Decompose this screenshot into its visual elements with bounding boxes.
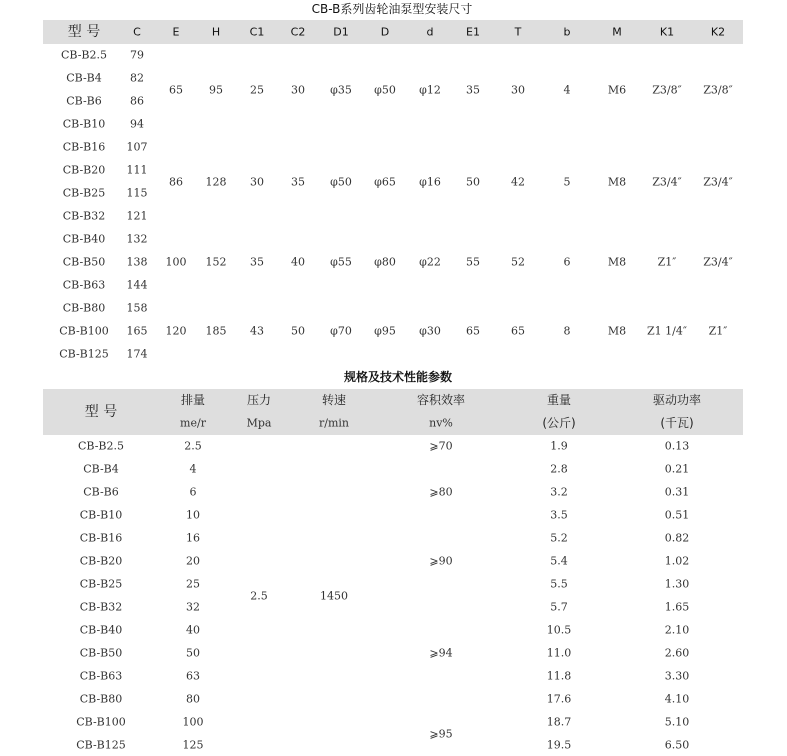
table1-header-2: E — [172, 25, 180, 39]
table1-model-cell: CB-B100 — [59, 324, 109, 338]
table1-group-E-cell: 65 — [169, 83, 183, 97]
table2-weight-cell: 18.7 — [546, 715, 572, 729]
table1-group-T-cell: 30 — [511, 83, 525, 97]
table2-displacement-cell: 6 — [189, 485, 197, 499]
table1-model-cell: CB-B50 — [62, 255, 106, 269]
table1-c-cell: 121 — [126, 209, 148, 223]
table2-displacement-cell: 16 — [186, 531, 200, 545]
table2-title: 规格及技术性能参数 — [343, 370, 453, 384]
table1-group-d-cell: φ30 — [419, 324, 441, 338]
table1-model-cell: CB-B4 — [66, 71, 102, 85]
table1-header-8: d — [426, 25, 434, 39]
table1-c-cell: 111 — [126, 163, 148, 177]
table2-header-3: 容积效率 — [416, 393, 466, 407]
table2-efficiency-cell: ⩾94 — [429, 646, 453, 660]
table1-group-M-cell: M8 — [607, 324, 627, 338]
table1-group-H-cell: 128 — [205, 175, 227, 189]
table1-c-cell: 94 — [130, 117, 144, 131]
table2-displacement-cell: 2.5 — [184, 439, 202, 453]
table2-displacement-cell: 32 — [186, 600, 200, 614]
table1-group-D1-cell: φ35 — [330, 83, 352, 97]
table1-c-cell: 82 — [130, 71, 144, 85]
table1-model-cell: CB-B32 — [62, 209, 106, 223]
table1-header-3: H — [211, 25, 221, 39]
table1-group-D1-cell: φ70 — [330, 324, 352, 338]
table1-group-T-cell: 42 — [511, 175, 525, 189]
table1-c-cell: 115 — [126, 186, 148, 200]
table2-displacement-cell: 100 — [182, 715, 204, 729]
table2-weight-cell: 19.5 — [546, 738, 572, 752]
table1-header-0: 型 号 — [67, 24, 101, 40]
table1-group-K2-cell: Z3/4″ — [703, 175, 733, 189]
table1-c-cell: 158 — [126, 301, 148, 315]
table2-efficiency-cell: ⩾80 — [429, 485, 453, 499]
table2-model-cell: CB-B40 — [79, 623, 123, 637]
table1-group-M-cell: M8 — [607, 255, 627, 269]
table1-group-E1-cell: 65 — [466, 324, 480, 338]
table2-unit-3: nv% — [429, 416, 453, 430]
table1-group-d-cell: φ22 — [419, 255, 441, 269]
table2-power-cell: 3.30 — [664, 669, 690, 683]
table2-power-cell: 0.31 — [664, 485, 690, 499]
table2-pressure-cell: 2.5 — [250, 589, 268, 603]
table1-group-C2-cell: 40 — [291, 255, 305, 269]
table1-header-14: K2 — [710, 25, 726, 39]
table1-c-cell: 132 — [126, 232, 148, 246]
table2-efficiency-cell: ⩾95 — [429, 727, 453, 741]
table1-model-cell: CB-B125 — [59, 347, 109, 361]
table1-model-cell: CB-B16 — [62, 140, 106, 154]
table2-displacement-cell: 63 — [186, 669, 200, 683]
table1-group-D-cell: φ95 — [374, 324, 396, 338]
table1-group-K1-cell: Z3/4″ — [652, 175, 682, 189]
table2-model-cell: CB-B4 — [83, 462, 119, 476]
table2-model-cell: CB-B63 — [79, 669, 123, 683]
table1-group-D-cell: φ80 — [374, 255, 396, 269]
table1-group-b-cell: 6 — [563, 255, 571, 269]
table1-model-cell: CB-B63 — [62, 278, 106, 292]
table1-group-K1-cell: Z3/8″ — [652, 83, 682, 97]
table2-model-cell: CB-B20 — [79, 554, 123, 568]
table1-header-7: D — [380, 25, 390, 39]
table2-weight-cell: 1.9 — [550, 439, 568, 453]
table2-header-2: 转速 — [321, 393, 347, 407]
table2-unit-1: Mpa — [246, 416, 272, 430]
table1-header-4: C1 — [249, 25, 265, 39]
table1-model-cell: CB-B20 — [62, 163, 106, 177]
table2-model-cell: CB-B100 — [76, 715, 126, 729]
table1-group-C1-cell: 30 — [250, 175, 264, 189]
table2-power-cell: 2.60 — [664, 646, 690, 660]
table2-model-cell: CB-B16 — [79, 531, 123, 545]
table2-model-cell: CB-B6 — [83, 485, 119, 499]
table2-power-cell: 0.21 — [664, 462, 690, 476]
table1-header-bar — [43, 20, 743, 44]
table2-power-cell: 0.13 — [664, 439, 690, 453]
table2-weight-cell: 17.6 — [546, 692, 572, 706]
table2-displacement-cell: 20 — [186, 554, 200, 568]
table1-model-cell: CB-B25 — [62, 186, 106, 200]
table1-model-cell: CB-B80 — [62, 301, 106, 315]
table2-power-cell: 1.02 — [664, 554, 690, 568]
table1-header-11: b — [563, 25, 571, 39]
table2-weight-cell: 3.5 — [550, 508, 568, 522]
table1-group-C1-cell: 25 — [250, 83, 264, 97]
table2-model-cell: CB-B80 — [79, 692, 123, 706]
table1-header-12: M — [612, 25, 622, 39]
table2-header-0: 排量 — [180, 393, 206, 407]
table1-group-C1-cell: 43 — [250, 324, 264, 338]
table1-group-E-cell: 120 — [165, 324, 187, 338]
table1-group-K1-cell: Z1 1/4″ — [647, 324, 687, 338]
table1-group-b-cell: 4 — [563, 83, 571, 97]
table2-power-cell: 0.51 — [664, 508, 690, 522]
table1-model-cell: CB-B40 — [62, 232, 106, 246]
table2-model-cell: CB-B25 — [79, 577, 123, 591]
table1-group-C2-cell: 50 — [291, 324, 305, 338]
table1-group-H-cell: 95 — [209, 83, 223, 97]
table2-power-cell: 0.82 — [664, 531, 690, 545]
table2-unit-0: me/r — [180, 416, 206, 430]
table2-header-bar — [43, 389, 743, 435]
table2-model-cell: CB-B50 — [79, 646, 123, 660]
table1-group-E1-cell: 35 — [466, 83, 480, 97]
table1-group-d-cell: φ16 — [419, 175, 441, 189]
table1-c-cell: 165 — [126, 324, 148, 338]
table2-power-cell: 1.30 — [664, 577, 690, 591]
table2-unit-5: (千瓦) — [660, 416, 694, 430]
table2-efficiency-cell: ⩾70 — [429, 439, 453, 453]
table2-weight-cell: 2.8 — [550, 462, 568, 476]
table1-c-cell: 138 — [126, 255, 148, 269]
table2-header-1: 压力 — [246, 393, 272, 407]
table2-model-cell: CB-B32 — [79, 600, 123, 614]
table2-model-cell: CB-B10 — [79, 508, 123, 522]
table2-weight-cell: 5.7 — [550, 600, 568, 614]
table1-header-6: D1 — [333, 25, 349, 39]
table1-group-d-cell: φ12 — [419, 83, 441, 97]
table1-model-cell: CB-B6 — [66, 94, 102, 108]
table2-header-4: 重量 — [546, 393, 572, 407]
table2-unit-4: (公斤) — [542, 416, 576, 430]
table1-group-C2-cell: 35 — [291, 175, 305, 189]
table2-header-model: 型 号 — [84, 404, 118, 420]
table1-group-D-cell: φ65 — [374, 175, 396, 189]
table2-displacement-cell: 4 — [189, 462, 197, 476]
table2-power-cell: 2.10 — [664, 623, 690, 637]
table1-model-cell: CB-B10 — [62, 117, 106, 131]
table1-group-T-cell: 65 — [511, 324, 525, 338]
table2-unit-2: r/min — [319, 416, 349, 430]
table2-weight-cell: 5.4 — [550, 554, 568, 568]
table1-group-M-cell: M6 — [607, 83, 627, 97]
table2-model-cell: CB-B125 — [76, 738, 126, 752]
table1-group-b-cell: 5 — [563, 175, 571, 189]
table2-power-cell: 4.10 — [664, 692, 690, 706]
table1-c-cell: 144 — [126, 278, 148, 292]
table2-displacement-cell: 10 — [186, 508, 200, 522]
table2-weight-cell: 11.8 — [546, 669, 572, 683]
table1-group-D-cell: φ50 — [374, 83, 396, 97]
table1-group-K2-cell: Z3/4″ — [703, 255, 733, 269]
table1-group-C2-cell: 30 — [291, 83, 305, 97]
table2-speed-cell: 1450 — [320, 589, 348, 603]
table2-efficiency-cell: ⩾90 — [429, 554, 453, 568]
table1-group-C1-cell: 35 — [250, 255, 264, 269]
table1-model-cell: CB-B2.5 — [61, 48, 107, 62]
table1-c-cell: 86 — [130, 94, 144, 108]
table1-group-H-cell: 185 — [205, 324, 227, 338]
table1-group-M-cell: M8 — [607, 175, 627, 189]
table2-weight-cell: 5.5 — [550, 577, 568, 591]
table2-weight-cell: 11.0 — [546, 646, 572, 660]
table2-weight-cell: 5.2 — [550, 531, 568, 545]
table1-header-9: E1 — [466, 25, 480, 39]
table2-displacement-cell: 80 — [186, 692, 200, 706]
table1-group-K2-cell: Z1″ — [708, 324, 728, 338]
table1-c-cell: 107 — [126, 140, 148, 154]
table1-group-E-cell: 86 — [169, 175, 183, 189]
table1-group-E1-cell: 55 — [466, 255, 480, 269]
table2-displacement-cell: 25 — [186, 577, 200, 591]
table1-header-1: C — [133, 25, 141, 39]
table2-power-cell: 5.10 — [664, 715, 690, 729]
table1-group-D1-cell: φ55 — [330, 255, 352, 269]
table1-group-D1-cell: φ50 — [330, 175, 352, 189]
table1-group-K1-cell: Z1″ — [657, 255, 677, 269]
table2-displacement-cell: 125 — [182, 738, 204, 752]
table1-c-cell: 79 — [130, 48, 144, 62]
table1-group-E-cell: 100 — [165, 255, 187, 269]
table1-header-5: C2 — [290, 25, 306, 39]
table2-weight-cell: 10.5 — [546, 623, 572, 637]
table1-header-10: T — [514, 25, 522, 39]
table1-group-K2-cell: Z3/8″ — [703, 83, 733, 97]
table1-c-cell: 174 — [126, 347, 148, 361]
table1-group-T-cell: 52 — [511, 255, 525, 269]
table2-header-5: 驱动功率 — [652, 393, 702, 407]
table2-displacement-cell: 40 — [186, 623, 200, 637]
table1-group-E1-cell: 50 — [466, 175, 480, 189]
table1-group-b-cell: 8 — [563, 324, 571, 338]
table1-title: CB-B系列齿轮油泵型安装尺寸 — [311, 2, 473, 16]
table2-displacement-cell: 50 — [186, 646, 200, 660]
table2-weight-cell: 3.2 — [550, 485, 568, 499]
table1-group-H-cell: 152 — [205, 255, 227, 269]
table2-model-cell: CB-B2.5 — [78, 439, 124, 453]
table2-power-cell: 1.65 — [664, 600, 690, 614]
table1-header-13: K1 — [659, 25, 675, 39]
table2-power-cell: 6.50 — [664, 738, 690, 752]
